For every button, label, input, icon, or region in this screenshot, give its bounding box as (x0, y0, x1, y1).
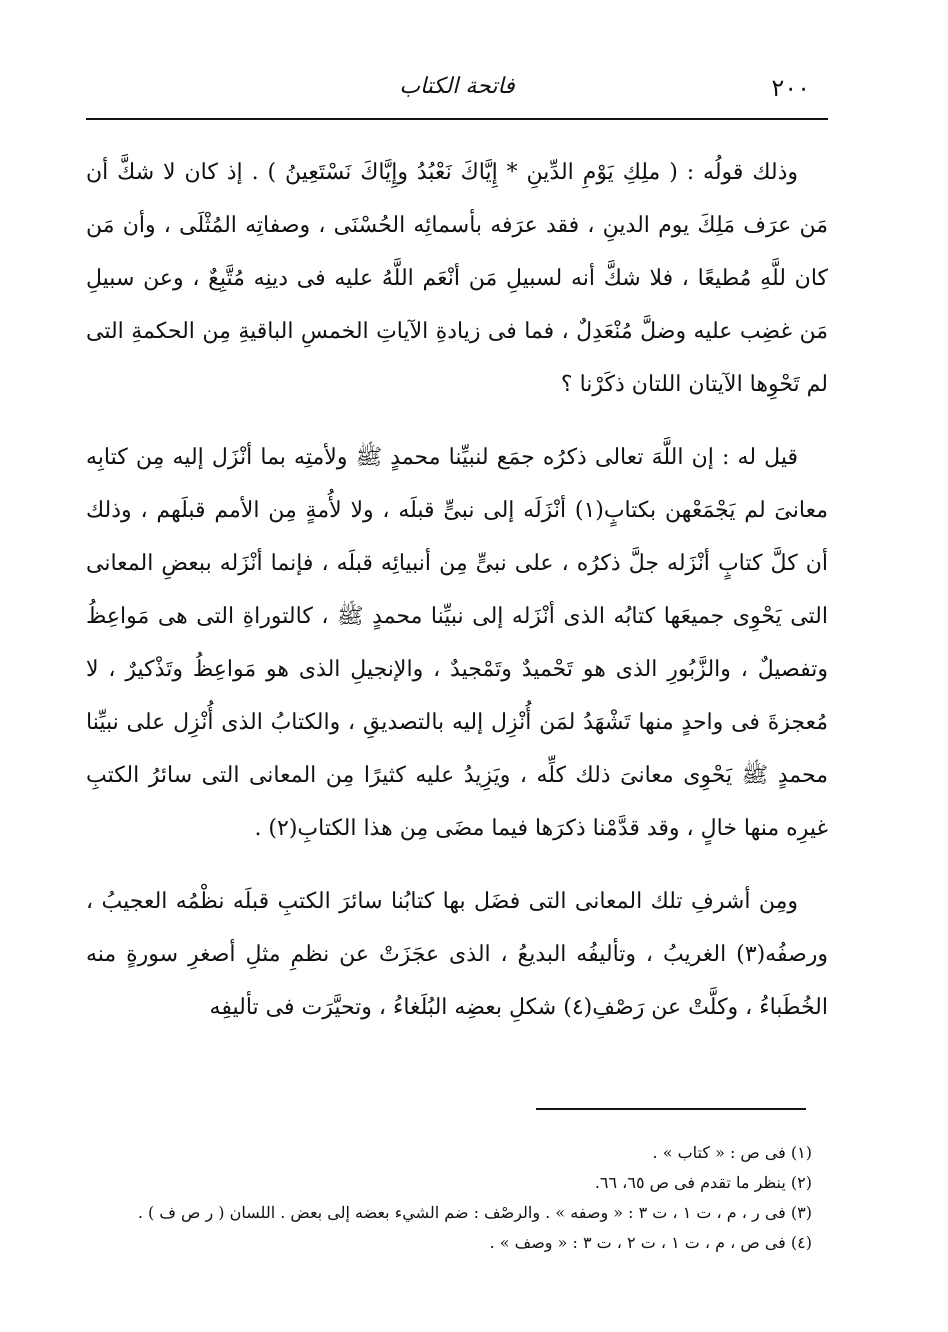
header-rule (86, 118, 828, 120)
main-text (86, 146, 828, 1034)
footnotes (86, 1138, 812, 1258)
running-title: فاتحة الكتاب (399, 74, 515, 99)
footnote-rule (536, 1108, 806, 1110)
page-number: ٢٠٠ (771, 74, 810, 102)
footnote-4: (٤) فى ص ، م ، ت ١ ، ت ٢ ، ت ٣ : « وصف » . (489, 1233, 812, 1252)
footnote-3: (٣) فى ر ، م ، ت ١ ، ت ٣ : « وصفه » . والرصْف : ضم الشيء بعضه إلى بعض . اللسان ( ر ص ف ) . (137, 1203, 812, 1222)
paragraph-1: وذلك قولُه : ( ملِكِ يَوْمِ الدِّينِ * إِيَّاكَ نَعْبُدُ وإِيَّاكَ نَسْتَعِينُ ) . إذ كان لا شكَّ أن مَن عرَف مَلِكَ يوم الدينِ ، فقد عرَفه بأسمائِه الحُسْنَى ، وصفاتِه المُثْلَى ، وأن مَن كان للَّهِ مُطيعًا ، فلا شكَّ أنه لسبيلِ مَن أنْعَم اللَّهُ عليه فى دينِه مُتَّبِعٌ ، وعن سبيلِ مَن غضِب عليه وضلَّ مُنْعَدِلٌ ، فما فى زيادةِ الآياتِ الخمسِ الباقيةِ مِن الحكمةِ التى لم تَحْوِها الآيتان اللتان ذكَرْنا ؟ (86, 160, 828, 397)
paragraph-3: ومِن أشرفِ تلك المعانى التى فضَل بها كتابُنا سائرَ الكتبِ قبلَه نظْمُه العجيبُ ، ورصفُه(٣) الغريبُ ، وتأليفُه البديعُ ، الذى عجَزَتْ عن نظمِ مثلِ أصغرِ سورةٍ منه الخُطَباءُ ، وكلَّتْ عن رَصْفِ(٤) شكلِ بعضِه البُلَغاءُ ، وتحيَّرَت فى تأليفِه (86, 889, 828, 1020)
paragraph-2: قيل له : إن اللَّهَ تعالى ذكرُه جمَع لنبيِّنا محمدٍ ﷺ ولأمتِه بما أنْزَل إليه مِن كتابِه معانىَ لم يَجْمَعْهن بكتابٍ(١) أنْزَلَه إلى نبىٍّ قبلَه ، ولا لأُمةٍ مِن الأمم قبلَهم ، وذلك أن كلَّ كتابٍ أنْزَله جلَّ ذكرُه ، على نبىٍّ مِن أنبيائِه قبلَه ، فإنما أنْزَله ببعضِ المعانى التى يَحْوِى جميعَها كتابُه الذى أنْزَله إلى نبيِّنا محمدٍ ﷺ ، كالتوراةِ التى هى مَواعِظُ وتفصيلٌ ، والزَّبُورِ الذى هو تَحْميدٌ وتَمْجيدٌ ، والإنجيلِ الذى هو مَواعِظُ وتَذْكيرٌ ، لا مُعجزةَ فى واحدٍ منها تَشْهَدُ لمَن أُنْزِل إليه بالتصديقِ ، والكتابُ الذى أُنْزِل على نبيِّنا محمدٍ ﷺ يَحْوِى معانىَ ذلك كلِّه ، ويَزِيدُ عليه كثيرًا مِن المعانى التى سائرُ الكتبِ غيرِه منها خالٍ ، وقد قدَّمْنا ذكرَها فيما مضَى مِن هذا الكتابِ(٢) . (86, 445, 828, 841)
page-header (86, 62, 828, 112)
footnote-2: (٢) ينظر ما تقدم فى ص ٦٥، ٦٦. (594, 1173, 812, 1192)
footnote-1: (١) فى ص : « كتاب » . (652, 1143, 812, 1162)
